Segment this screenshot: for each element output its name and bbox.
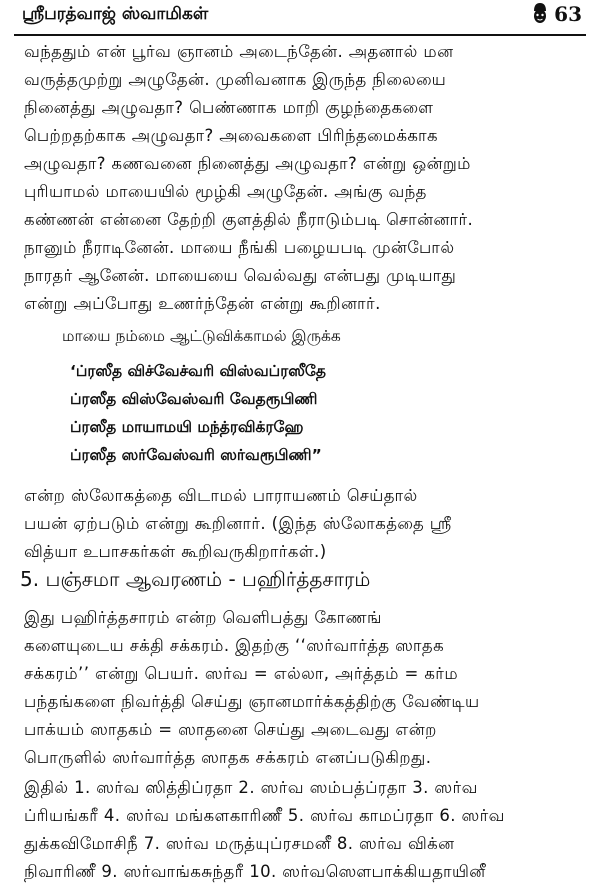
paragraph-3-line: பொருளில் ஸர்வார்த்த ஸாதக சக்கரம் எனப்படுகிறது. — [24, 748, 432, 767]
paragraph-1-line: வருத்தமுற்று அழுதேன். முனிவனாக இருந்த நிலையை — [24, 70, 447, 89]
paragraph-2-line: பயன் ஏற்படும் என்று கூறினார். (இந்த ஸ்லோகத்தை ஸ்ரீ — [24, 514, 452, 533]
paragraph-1-line: வந்ததும் என் பூர்வ ஞானம் அடைந்தேன். அதனால் மன — [24, 42, 454, 61]
paragraph-3-line: பந்தங்களை நிவர்த்தி செய்து ஞானமார்க்கத்திற்கு வேண்டிய — [24, 692, 480, 711]
header-title: ஸ்ரீபரத்வாஜ் ஸ்வாமிகள் — [22, 4, 209, 24]
paragraph-1-line: நினைத்து அழுவதா? பெண்ணாக மாறி குழந்தைகளை — [24, 98, 434, 117]
paragraph-4-line: ப்ரியங்கரீ 4. ஸர்வ மங்களகாரிணீ 5. ஸர்வ காமப்ரதா 6. ஸர்வ — [24, 806, 505, 825]
verse-line: ‘ப்ரஸீத விச்வேச்வரி விஸ்வப்ரஸீதே — [70, 362, 326, 380]
paragraph-2-line: என்ற ஸ்லோகத்தை விடாமல் பாராயணம் செய்தால் — [24, 486, 418, 505]
paragraph-1-line: நாரதர் ஆனேன். மாயையை வெல்வது என்பது முடியாது — [24, 266, 457, 285]
paragraph-2-line: வித்யா உபாசகர்கள் கூறிவருகிறார்கள்.) — [24, 542, 327, 561]
paragraph-1-line: கண்ணன் என்னை தேற்றி குளத்தில் நீராடும்படி சொன்னார். — [24, 210, 474, 229]
paragraph-1-line: நானும் நீராடினேன். மாயை நீங்கி பழையபடி முன்போல் — [24, 238, 455, 257]
paragraph-1-line: என்று அப்போது உணர்ந்தேன் என்று கூறினார். — [24, 294, 381, 313]
paragraph-4-line: நிவாரிணீ 9. ஸர்வாங்கசுந்தரீ 10. ஸர்வஸௌபாக்கியதாயினீ — [24, 862, 486, 881]
verse-line: ப்ரஸீத மாயாமயி மந்த்ரவிக்ரஹே — [70, 418, 304, 436]
paragraph-4-line: இதில் 1. ஸர்வ ஸித்திப்ரதா 2. ஸர்வ ஸம்பத்ப்ரதா 3. ஸர்வ — [24, 778, 478, 797]
paragraph-3-line: சக்கரம்’’ என்று பெயர். ஸர்வ = எல்லா, அர்த்தம் = கர்ம — [24, 664, 458, 683]
paragraph-3-line: களையுடைய சக்தி சக்கரம். இதற்கு ‘‘ஸர்வார்த்த ஸாதக — [24, 636, 445, 655]
paragraph-1-line: அழுவதா? கணவனை நினைத்து அழுவதா? என்று ஒன்றும் — [24, 154, 471, 173]
verse-line: ப்ரஸீத ஸர்வேஸ்வரி ஸர்வரூபிணி” — [70, 446, 322, 464]
section-heading: 5. பஞ்சமா ஆவரணம் - பஹிர்த்தசாரம் — [20, 567, 371, 591]
paragraph-1-line: புரியாமல் மாயையில் மூழ்கி அழுதேன். அங்கு வந்த — [24, 182, 427, 201]
paragraph-1-line: பெற்றதற்காக அழுவதா? அவைகளை பிரிந்தமைக்காக — [24, 126, 438, 145]
verse-line: ப்ரஸீத விஸ்வேஸ்வரி வேதரூபிணி — [70, 390, 318, 408]
verse-intro-line: மாயை நம்மை ஆட்டுவிக்காமல் இருக்க — [62, 327, 341, 345]
page-number: 63 — [554, 2, 582, 26]
paragraph-4-line: துக்கவிமோசிநீ 7. ஸர்வ மருத்யுப்ரசமனீ 8. ஸர்வ விக்ன — [24, 834, 455, 853]
paragraph-3-line: இது பஹிர்த்தசாரம் என்ற வெளிபத்து கோணங் — [24, 608, 382, 627]
paragraph-3-line: பாக்யம் ஸாதகம் = ஸாதனை செய்து அடைவது என்ற — [24, 720, 437, 739]
